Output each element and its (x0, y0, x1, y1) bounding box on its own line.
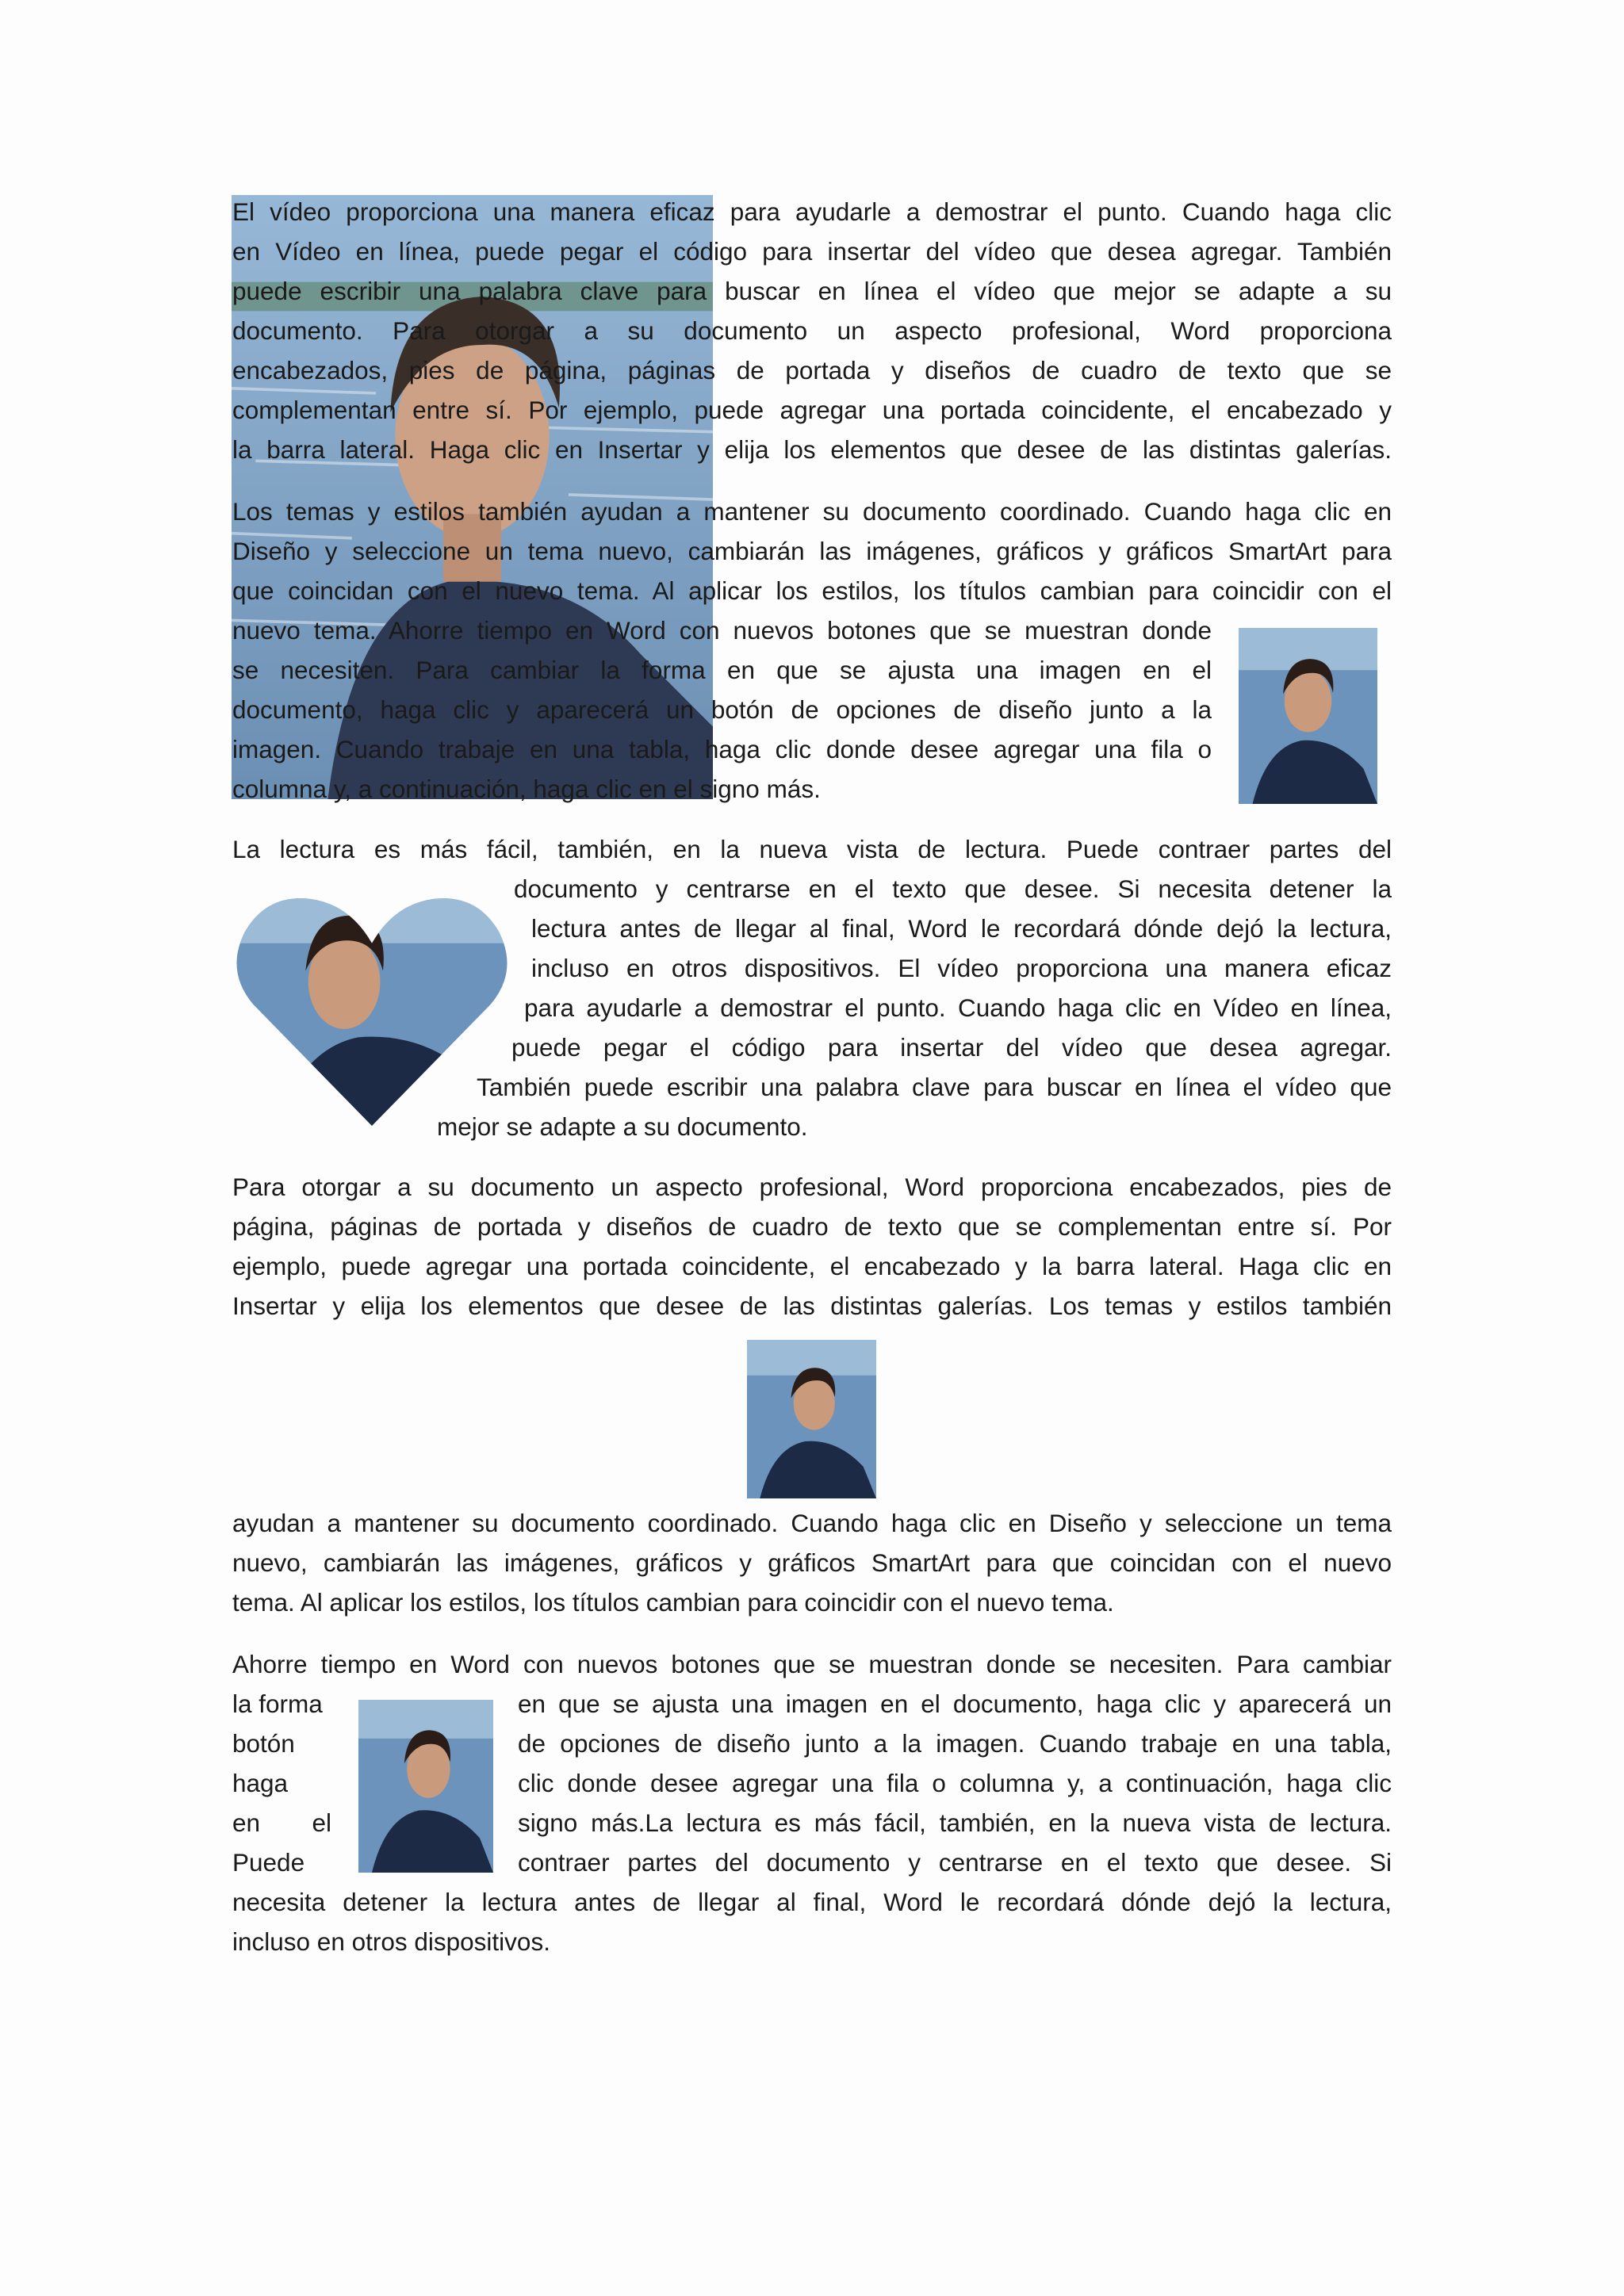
text-line: para ayudarle a demostrar el punto. Cuando haga clic en Vídeo en línea, (524, 993, 1392, 1022)
wrapped-text-block (232, 1684, 1392, 1882)
text-line: ayudan a mantener su documento coordinado. Cuando haga clic en Diseño y seleccione un tema (232, 1509, 1392, 1537)
text-line: documento, haga clic y aparecerá un botón de opciones de diseño junto a la (232, 695, 1212, 724)
paragraph-5 (232, 1503, 1392, 1622)
text-line: puede escribir una palabra clave para buscar en línea el vídeo que mejor se adapte a su (232, 277, 1392, 305)
text-line: clic donde desee agregar una fila o columna y, a continuación, haga clic (518, 1769, 1392, 1797)
text-line: nuevo, cambiarán las imágenes, gráficos y gráficos SmartArt para que coincidan con el nuevo (232, 1548, 1392, 1577)
text-line: incluso en otros dispositivos. El vídeo proporciona una manera eficaz (531, 954, 1392, 982)
text-line: incluso en otros dispositivos. (232, 1927, 550, 1956)
text-line: de opciones de diseño junto a la imagen. Cuando trabaje en una tabla, (518, 1729, 1392, 1758)
text-line: documento y centrarse en el texto que desee. Si necesita detener la (514, 874, 1392, 903)
text-line: La lectura es más fácil, también, en la nueva vista de lectura. Puede contraer partes del (232, 835, 1392, 863)
text-line: El vídeo proporciona una manera eficaz para ayudarle a demostrar el punto. Cuando haga clic (232, 197, 1392, 226)
paragraph-4 (232, 1167, 1392, 1326)
text-line: contraer partes del documento y centrarse en el texto que desee. Si (518, 1848, 1392, 1877)
text-line: Los temas y estilos también ayudan a mantener su documento coordinado. Cuando haga clic en (232, 497, 1392, 526)
text-line: Para otorgar a su documento un aspecto profesional, Word proporciona encabezados, pies de (232, 1173, 1392, 1201)
text-line: página, páginas de portada y diseños de cuadro de texto que se complementan entre sí. Por (232, 1212, 1392, 1241)
text-line: en el (232, 1808, 331, 1837)
text-line: Puede (232, 1848, 305, 1877)
text-line: signo más.La lectura es más fácil, también, en la nueva vista de lectura. (518, 1808, 1392, 1837)
text-line: puede pegar el código para insertar del vídeo que desea agregar. (511, 1033, 1392, 1062)
text-line: Diseño y seleccione un tema nuevo, cambiarán las imágenes, gráficos y gráficos SmartArt para (232, 537, 1392, 565)
text-line: imagen. Cuando trabaje en una tabla, haga clic donde desee agregar una fila o (232, 735, 1212, 763)
paragraph-2 (232, 492, 1392, 809)
text-line: la barra lateral. Haga clic en Insertar y elija los elementos que desee de las distintas galerías. (232, 435, 1392, 464)
text-line: ejemplo, puede agregar una portada coincidente, el encabezado y la barra lateral. Haga clic en (232, 1252, 1392, 1280)
text-line: en Vídeo en línea, puede pegar el código para insertar del vídeo que desea agregar. También (232, 237, 1392, 266)
text-line: necesita detener la lectura antes de llegar al final, Word le recordará dónde dejó la lectura, (232, 1888, 1392, 1916)
text-line: columna y, a continuación, haga clic en el signo más. (232, 775, 821, 803)
paragraph-3 (232, 829, 1392, 1146)
text-line: lectura antes de llegar al final, Word le recordará dónde dejó la lectura, (531, 914, 1392, 943)
left-wrap-column (232, 1684, 331, 1882)
text-line: tema. Al aplicar los estilos, los títulos cambian para coincidir con el nuevo tema. (232, 1588, 1114, 1617)
text-line: se necesiten. Para cambiar la forma en que se ajusta una imagen en el (232, 656, 1212, 684)
text-line: documento. Para otorgar a su documento un aspecto profesional, Word proporciona (232, 316, 1392, 345)
text-line: encabezados, pies de página, páginas de portada y diseños de cuadro de texto que se (232, 356, 1392, 385)
text-line: Insertar y elija los elementos que desee de las distintas galerías. Los temas y estilos también (232, 1292, 1392, 1320)
text-line: complementan entre sí. Por ejemplo, puede agregar una portada coincidente, el encabezado y (232, 396, 1392, 424)
text-line: También puede escribir una palabra clave para buscar en línea el vídeo que (477, 1073, 1392, 1101)
paragraph-6 (232, 1644, 1392, 1961)
text-line: nuevo tema. Ahorre tiempo en Word con nuevos botones que se muestran donde (232, 616, 1212, 645)
text-line: Ahorre tiempo en Word con nuevos botones que se muestran donde se necesiten. Para cambiar (232, 1650, 1392, 1678)
text-line: que coincidan con el nuevo tema. Al aplicar los estilos, los títulos cambian para coincidir con el (232, 576, 1392, 605)
text-line: mejor se adapte a su documento. (437, 1112, 808, 1141)
text-line: botón (232, 1729, 295, 1758)
paragraph-1 (232, 192, 1392, 469)
right-wrap-column (518, 1684, 1392, 1882)
text-line: la forma (232, 1689, 323, 1718)
text-line: haga (232, 1769, 289, 1797)
text-line: en que se ajusta una imagen en el documento, haga clic y aparecerá un (518, 1689, 1392, 1718)
center-portrait-image[interactable] (747, 1340, 876, 1498)
